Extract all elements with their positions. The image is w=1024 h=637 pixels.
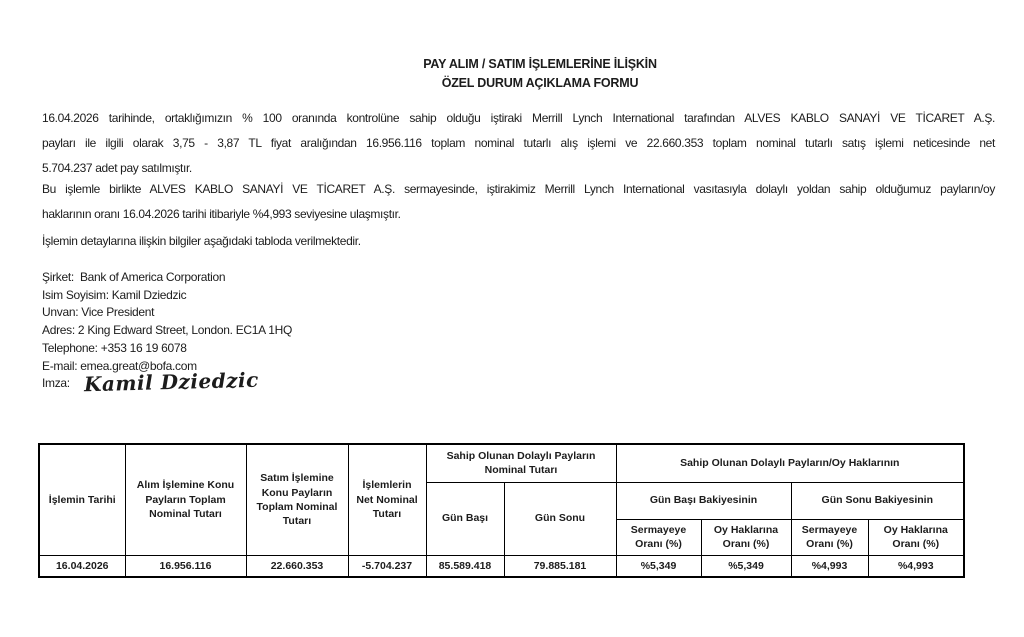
header-net-nominal-total: İşlemlerin Net Nominal Tutarı xyxy=(348,444,426,555)
header-indirect-shares-voting-rights: Sahip Olunan Dolaylı Payların/Oy Haklarının xyxy=(616,444,964,482)
paragraph-transaction-summary xyxy=(42,106,995,181)
header-day-start: Gün Başı xyxy=(426,482,504,555)
document-title-line-2: ÖZEL DURUM AÇIKLAMA FORMU xyxy=(441,76,639,90)
contact-address: Adres: 2 King Edward Street, London. EC1A 1HQ xyxy=(42,323,292,338)
header-day-end-balance: Gün Sonu Bakiyesinin xyxy=(791,482,964,519)
contact-company: Şirket: Bank of America Corporation xyxy=(42,270,226,284)
contact-telephone: Telephone: +353 16 19 6078 xyxy=(42,340,187,355)
contact-email: E-mail: emea.great@bofa.com xyxy=(42,358,197,373)
header-indirect-shares-nominal: Sahip Olunan Dolaylı Payların Nominal Tutarı xyxy=(426,444,616,482)
header-day-start-voting-ratio: Oy Haklarına Oranı (%) xyxy=(701,519,791,555)
paragraph-1-line-2: payları ile ilgili olarak 3,75 - 3,87 TL fiyat aralığından 16.956.116 toplam nominal tutarlı alış işlemi ve 22.660.353 toplam nominal tutarlı satış işlemi neticesinde net xyxy=(42,136,995,150)
header-day-start-capital-ratio: Sermayeye Oranı (%) xyxy=(616,519,701,555)
cell-transaction-date: 16.04.2026 xyxy=(39,555,125,577)
table-data-row xyxy=(39,555,964,577)
header-buy-nominal-total: Alım İşlemine Konu Payların Toplam Nominal Tutarı xyxy=(125,444,246,555)
header-transaction-date: İşlemin Tarihi xyxy=(39,444,125,555)
cell-day-start-capital-ratio: %5,349 xyxy=(616,555,701,577)
paragraph-2-line-2: haklarının oranı 16.04.2026 tarihi itibariyle %4,993 seviyesine ulaşmıştır. xyxy=(42,207,401,221)
paragraph-2-line-1: Bu işlemle birlikte ALVES KABLO SANAYİ VE TİCARET A.Ş. sermayesinde, iştirakimiz Merrill Lynch International vasıtasıyla dolaylı yoldan sahip olduğumuz payların/oy xyxy=(42,182,995,196)
handwritten-signature: Kamil Dziedzic xyxy=(83,367,259,397)
cell-buy-nominal: 16.956.116 xyxy=(125,555,246,577)
paragraph-1-line-1: 16.04.2026 tarihinde, ortaklığımızın % 100 oranında kontrolüne sahip olduğu iştiraki Merrill Lynch International tarafından ALVES KABLO SANAYİ VE TİCARET A.Ş. xyxy=(42,111,995,125)
contact-name: Isim Soyisim: Kamil Dziedzic xyxy=(42,287,187,302)
header-day-end-voting-ratio: Oy Haklarına Oranı (%) xyxy=(868,519,964,555)
signature-row xyxy=(42,367,642,397)
contact-title: Unvan: Vice President xyxy=(42,305,155,320)
transaction-details-table xyxy=(38,443,965,578)
paragraph-1-line-3: 5.704.237 adet pay satılmıştır. xyxy=(42,161,192,175)
header-day-end: Gün Sonu xyxy=(504,482,616,555)
document-title-line-1: PAY ALIM / SATIM İŞLEMLERİNE İLİŞKİN xyxy=(423,57,657,71)
cell-net-nominal: -5.704.237 xyxy=(348,555,426,577)
cell-day-start-voting-ratio: %5,349 xyxy=(701,555,791,577)
signature-label: Imza: xyxy=(42,376,70,391)
cell-day-start-nominal: 85.589.418 xyxy=(426,555,504,577)
paragraph-ownership-ratio xyxy=(42,177,995,227)
cell-day-end-nominal: 79.885.181 xyxy=(504,555,616,577)
document-title xyxy=(56,55,1024,93)
contact-details xyxy=(42,269,642,397)
header-day-start-balance: Gün Başı Bakiyesinin xyxy=(616,482,791,519)
cell-sell-nominal: 22.660.353 xyxy=(246,555,348,577)
paragraph-table-intro xyxy=(42,229,995,254)
header-sell-nominal-total: Satım İşlemine Konu Payların Toplam Nominal Tutarı xyxy=(246,444,348,555)
cell-day-end-capital-ratio: %4,993 xyxy=(791,555,868,577)
cell-day-end-voting-ratio: %4,993 xyxy=(868,555,964,577)
paragraph-3-line-1: İşlemin detaylarına ilişkin bilgiler aşağıdaki tabloda verilmektedir. xyxy=(42,234,361,248)
header-day-end-capital-ratio: Sermayeye Oranı (%) xyxy=(791,519,868,555)
